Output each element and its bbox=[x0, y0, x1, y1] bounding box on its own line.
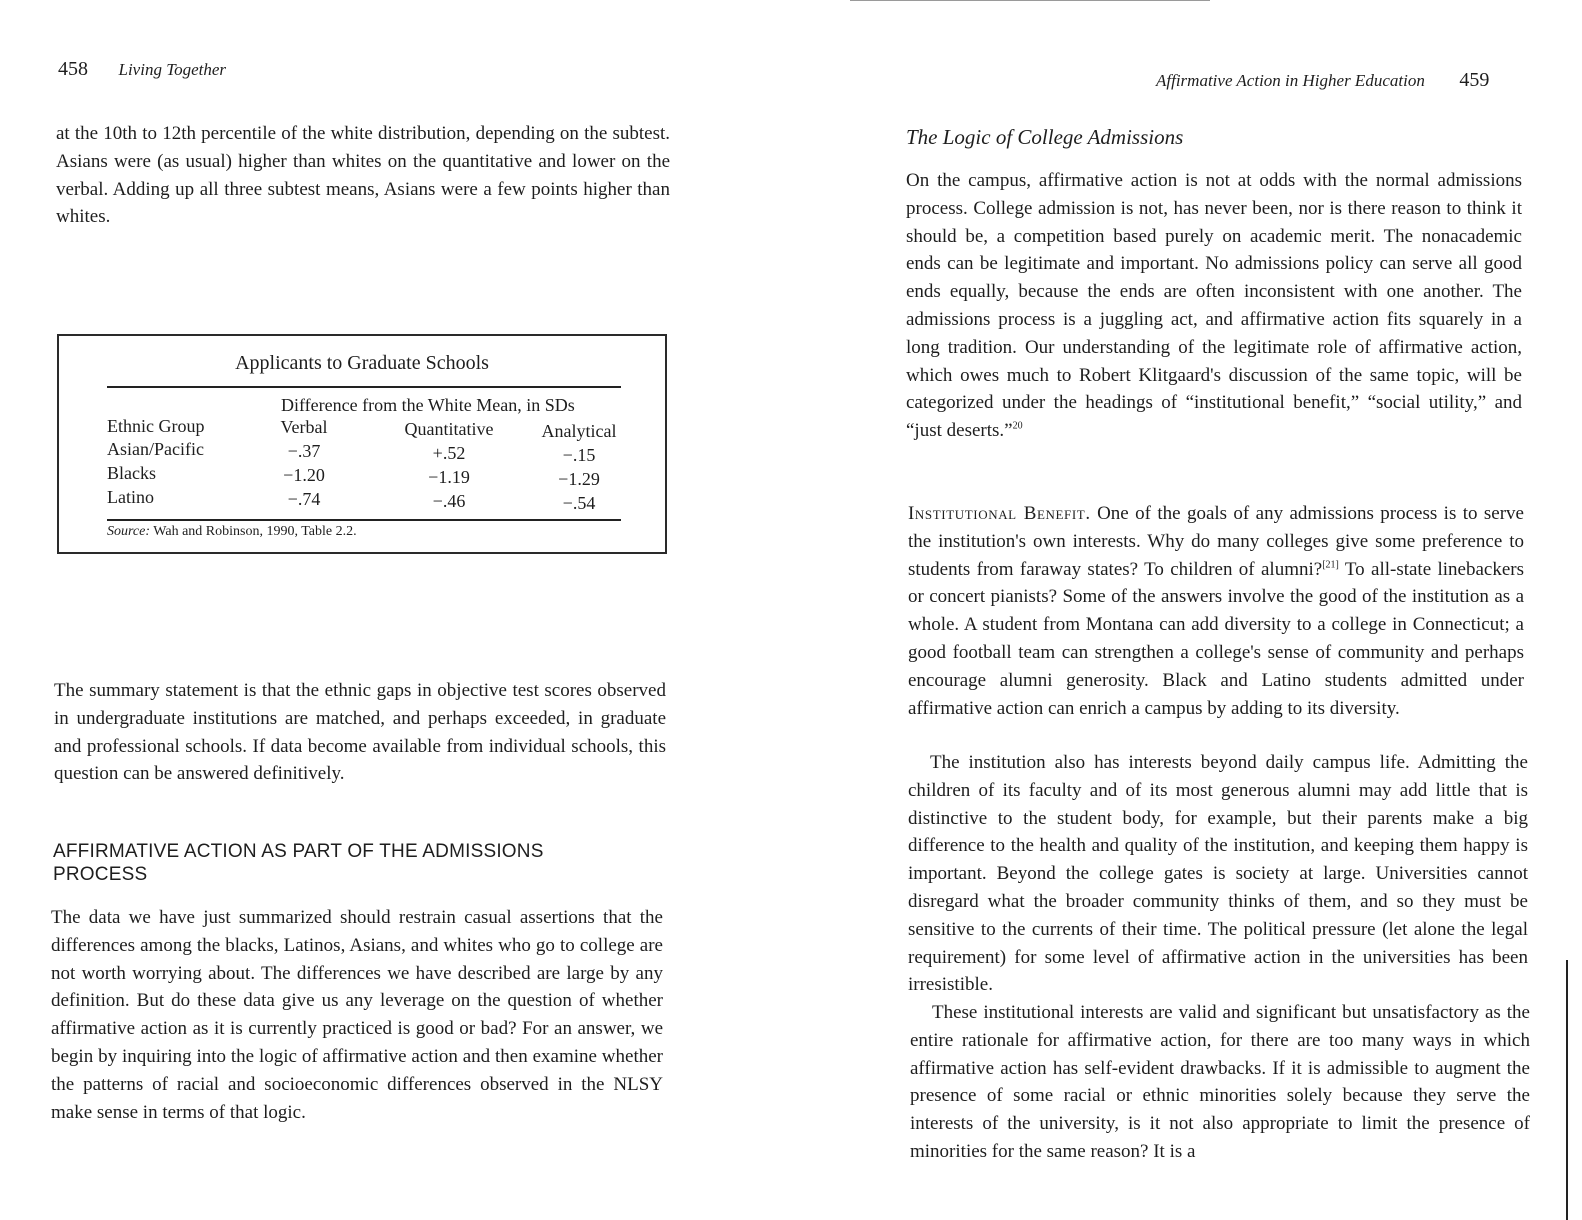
right-paragraph-3-text: The institution also has interests beyond daily campus life. Admitting the children of its faculty and of its most generous alumni may add little that is distinctive to the student body, for example, but their parents make a big difference to the health and quality of the institution, and keeping them happy is important. Beyond the college gates is society at large. Universities cannot disregard what the broader community thinks of them, and so they must be sensitive to the currents of their time. The political pressure (let alone the legal requirement) for some level of affirmative action in the universities has been irresistible. bbox=[908, 752, 1528, 996]
left-page-number: 458 bbox=[58, 58, 88, 80]
right-paragraph-1-text: On the campus, affirmative action is not at odds with the normal admissions process. College admission is not, has never been, nor is there reason to think it should be, a competition based purely on academic merit. The nonacademic ends can be legitimate and important. No admissions policy can serve all good ends equally, because the ends are often inconsistent with one another. The admissions process is a juggling act, and affirmative action fits squarely in a long tradition. Our understanding of the legitimate role of affirmative action, which owes much to Robert Klitgaard's discussion of the same topic, will be categorized under the headings of “institutional benefit,” “social utility,” and “just deserts.” bbox=[906, 170, 1522, 442]
left-paragraph-1: at the 10th to 12th percentile of the white distribution, depending on the subtest. Asians were (as usual) higher than whites on the quantitative and lower on the verbal. Adding up all three subtest means, Asians were a few points higher than whites. bbox=[56, 123, 670, 228]
table-cell: +.52 bbox=[432, 443, 466, 463]
section-heading-line-2: PROCESS bbox=[53, 864, 148, 885]
table-cell: −.46 bbox=[432, 491, 466, 511]
right-paragraph-2 bbox=[908, 500, 1524, 722]
institutional-benefit-lead: Institutional Benefit. bbox=[908, 503, 1091, 524]
section-heading bbox=[53, 840, 673, 886]
table-row-label: Blacks bbox=[107, 463, 156, 483]
table-row-header: Ethnic Group bbox=[107, 416, 205, 436]
table-col-verbal: Verbal bbox=[280, 417, 328, 437]
table-cell: −1.20 bbox=[283, 465, 325, 485]
logic-subheading: The Logic of College Admissions bbox=[906, 125, 1184, 149]
right-paragraph-4-text: These institutional interests are valid and significant but unsatisfactory as the entire rationale for affirmative action, for there are too many ways in which affirmative action has self-evident drawbacks. If it is admissible to augment the presence of some racial or ethnic minorities solely because they serve the interests of the university, is it not also appropriate to limit the presence of minorities for the same reason? It is a bbox=[910, 1002, 1530, 1162]
table-cell: −.37 bbox=[287, 441, 321, 461]
right-running-head bbox=[1156, 69, 1489, 92]
right-paragraph-2-text-b: To all-state linebackers or concert pianists? Some of the answers involve the good of the institution as a whole. A student from Montana can add diversity to a college in Connecticut; a good football team can strengthen a college's sense of community and perhaps encourage alumni generosity. Black and Latino students admitted under affirmative action can enrich a campus by adding to its diversity. bbox=[908, 558, 1525, 719]
table-col-quantitative: Quantitative bbox=[404, 419, 494, 439]
table-top-rule bbox=[107, 386, 621, 388]
table-cell: −1.29 bbox=[558, 469, 600, 489]
table-row-label: Latino bbox=[107, 487, 154, 507]
endnote-marker: 20 bbox=[1012, 420, 1023, 432]
section-heading-line-1: AFFIRMATIVE ACTION AS PART OF THE ADMISSIONS bbox=[53, 841, 544, 862]
table-bottom-rule bbox=[107, 519, 621, 521]
table-row-label: Asian/Pacific bbox=[107, 439, 204, 459]
table-col-analytical: Analytical bbox=[541, 421, 617, 441]
left-running-head bbox=[58, 58, 226, 81]
left-paragraph-3: The data we have just summarized should restrain casual assertions that the differences among the blacks, Latinos, Asians, and whites who go to college are not worth worrying about. The differences we have described are large by any definition. But do these data give us any leverage on the question of whether affirmative action as it is currently practiced is good or bad? For an answer, we begin by inquiring into the logic of affirmative action and then examine whether the patterns of racial and socioeconomic differences observed in the NLSY make sense in terms of that logic. bbox=[51, 907, 663, 1123]
endnote-marker: [21] bbox=[1322, 559, 1339, 571]
right-paragraph-4 bbox=[910, 999, 1530, 1166]
table-source-note bbox=[107, 524, 357, 540]
left-paragraph-2: The summary statement is that the ethnic gaps in objective test scores observed in undergraduate institutions are matched, and perhaps exceeded, in graduate and professional schools. If data become available from individual schools, this question can be answered definitively. bbox=[54, 680, 666, 785]
right-running-title: Affirmative Action in Higher Education bbox=[1156, 71, 1425, 90]
table-cell: −.54 bbox=[562, 493, 596, 513]
left-running-title: Living Together bbox=[118, 60, 227, 79]
table-title: Applicants to Graduate Schools bbox=[235, 352, 489, 374]
right-paragraph-2-text-a: One of the goals of any admissions process is to serve the institution's own interests. Why do many colleges give some preference to students from faraway states? To children of alumni? bbox=[908, 503, 1524, 580]
left-page bbox=[0, 0, 790, 1220]
table-cell: −.15 bbox=[562, 445, 596, 465]
right-page bbox=[790, 0, 1582, 1220]
table-cell: −1.19 bbox=[428, 467, 470, 487]
right-paragraph-1 bbox=[906, 167, 1522, 445]
table-source-text: Wah and Robinson, 1990, Table 2.2. bbox=[150, 524, 357, 539]
data-table bbox=[57, 334, 667, 554]
table-cell: −.74 bbox=[287, 489, 321, 509]
right-paragraph-3 bbox=[908, 749, 1528, 999]
table-source-label: Source: bbox=[107, 524, 151, 539]
right-page-number: 459 bbox=[1459, 69, 1490, 91]
table-group-header: Difference from the White Mean, in SDs bbox=[281, 395, 575, 415]
